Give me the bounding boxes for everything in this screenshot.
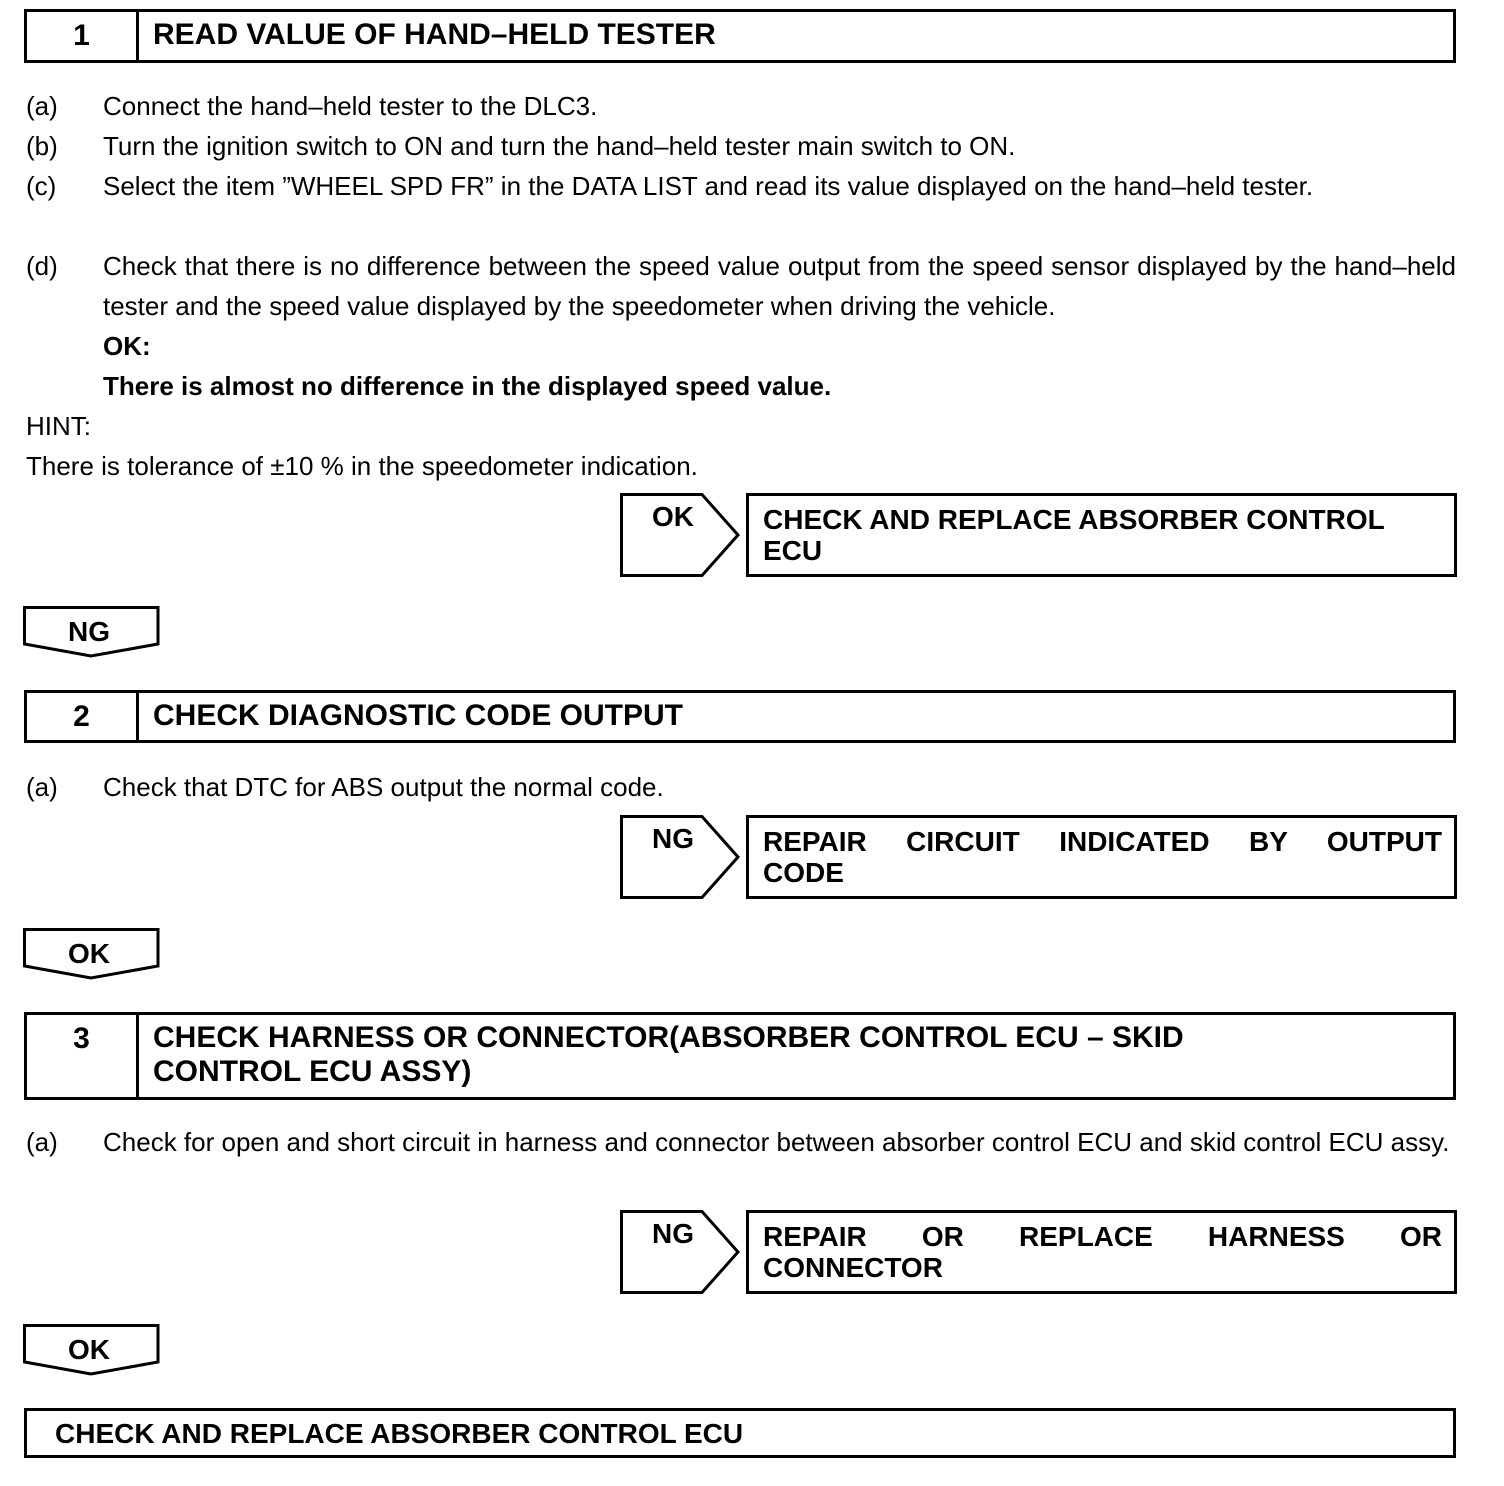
step-1-ok-heading: OK:	[103, 331, 151, 361]
step-3-ng-action	[763, 1221, 1442, 1283]
step-1-number: 1	[27, 12, 139, 60]
step-2-number: 2	[27, 693, 139, 740]
step-1-ng-down-arrow	[23, 606, 160, 658]
step-2-ng-action	[763, 826, 1442, 888]
step-2-ng-action-line-2: CODE	[763, 857, 844, 888]
step-3-number: 3	[27, 1015, 139, 1097]
step-1-item-d-label: (d)	[26, 251, 58, 281]
step-1-ok-result-label: OK	[652, 501, 694, 532]
step-1-item-a-label: (a)	[26, 91, 58, 121]
step-3-header	[24, 1012, 1456, 1100]
step-1-item-b-label: (b)	[26, 131, 58, 161]
step-3-ng-action-box	[746, 1210, 1457, 1294]
step-1-ok-action-box	[746, 493, 1457, 577]
step-2-ok-down-arrow	[23, 928, 160, 980]
step-3-ng-result	[620, 1210, 1457, 1294]
step-1-item-a-text: Connect the hand–held tester to the DLC3.	[103, 91, 598, 121]
step-1-header	[24, 9, 1456, 63]
step-1-ng-label: NG	[68, 616, 110, 647]
step-1-ok-result	[620, 493, 1457, 577]
final-action-box	[24, 1408, 1456, 1458]
step-3-ok-label: OK	[68, 1334, 110, 1365]
step-2-header	[24, 690, 1456, 743]
step-1-ok-action: CHECK AND REPLACE ABSORBER CONTROL ECU	[763, 504, 1385, 566]
step-3-title: CHECK HARNESS OR CONNECTOR(ABSORBER CONTROL ECU – SKID CONTROL ECU ASSY)	[153, 1021, 1184, 1088]
step-3-item-a-label: (a)	[26, 1127, 58, 1157]
step-1-ok-text: There is almost no difference in the displayed speed value.	[103, 371, 832, 401]
step-1-item-c-text: Select the item ”WHEEL SPD FR” in the DATA LIST and read its value displayed on the hand–held tester.	[103, 171, 1314, 201]
step-2-ok-label: OK	[68, 938, 110, 969]
step-2-ng-action-line-1: REPAIR CIRCUIT INDICATED BY OUTPUT	[763, 826, 1442, 857]
final-action-text: CHECK AND REPLACE ABSORBER CONTROL ECU	[55, 1418, 744, 1449]
step-2-item-a-label: (a)	[26, 772, 58, 802]
step-1-hint-label: HINT:	[26, 411, 91, 441]
step-2-ng-result	[620, 815, 1457, 899]
step-2-title: CHECK DIAGNOSTIC CODE OUTPUT	[153, 699, 684, 732]
step-1-hint-text: There is tolerance of ±10 % in the speedometer indication.	[26, 451, 698, 481]
step-2-ng-action-box	[746, 815, 1457, 899]
step-3-ok-down-arrow	[23, 1324, 160, 1376]
step-2-ng-result-label: NG	[652, 823, 694, 854]
step-3-ng-action-line-1: REPAIR OR REPLACE HARNESS OR	[763, 1221, 1442, 1252]
step-3-ng-action-line-2: CONNECTOR	[763, 1252, 943, 1283]
step-1-item-d-text: Check that there is no difference between the speed value output from the speed sensor displayed by the hand–held tester and the speed value displayed by the speedometer when driving the vehicle.	[103, 251, 1456, 321]
step-1-item-b-text: Turn the ignition switch to ON and turn the hand–held tester main switch to ON.	[103, 131, 1016, 161]
step-3-ng-result-label: NG	[652, 1218, 694, 1249]
step-1-item-c-label: (c)	[26, 171, 57, 201]
step-3-item-a-text: Check for open and short circuit in harness and connector between absorber control ECU and skid control ECU assy.	[103, 1127, 1450, 1157]
step-1-title: READ VALUE OF HAND–HELD TESTER	[153, 18, 716, 51]
step-2-item-a-text: Check that DTC for ABS output the normal code.	[103, 772, 664, 802]
